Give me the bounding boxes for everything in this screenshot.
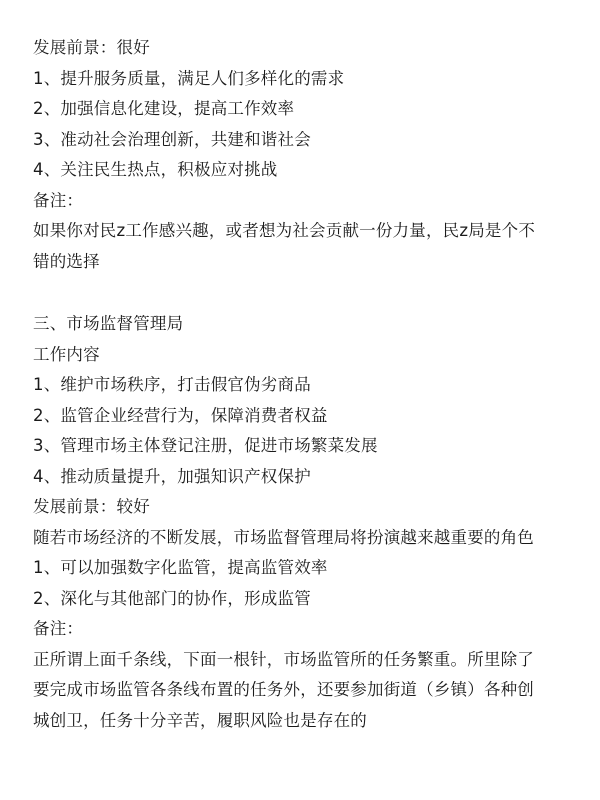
list-item: 1、提升服务质量，满足人们多样化的需求 — [33, 68, 345, 88]
list-item: 4、关注民生热点，积极应对挑战 — [33, 160, 278, 179]
list-item: 3、准动社会治理创新，共建和谐社会 — [33, 129, 311, 149]
note-text-line: 如果你对民z工作感兴趣，或者想为社会贡献一份力量，民z局是个不 — [33, 221, 536, 240]
prospect-heading: 发展前景：较好 — [33, 497, 150, 516]
list-item: 4、推动质量提升，加强知识产权保护 — [33, 466, 311, 486]
section-gap — [33, 277, 573, 309]
prospect-heading: 发展前景：很好 — [33, 38, 150, 57]
list-item: 2、加强信息化建设，提高工作效率 — [33, 99, 295, 118]
note-text-line: 正所谓上面千条线，下面一根针，市场监管所的任务繁重。所里除了 — [33, 649, 534, 669]
list-item: 3、管理市场主体登记注册，促进市场繁菜发展 — [33, 436, 378, 455]
note-label: 备注： — [33, 619, 84, 638]
list-item: 1、维护市场秩序，打击假官伪劣商品 — [33, 375, 311, 394]
list-item: 2、监管企业经营行为，保障消费者权益 — [33, 405, 328, 425]
note-text-line: 错的选择 — [33, 251, 100, 271]
work-content-label: 工作内容 — [33, 344, 100, 364]
document-page — [33, 33, 573, 736]
note-text-line: 城创卫，任务十分辛苦，履职风险也是存在的 — [33, 710, 367, 730]
list-item: 1、可以加强数字化监管，提高监管效率 — [33, 558, 328, 577]
section-title: 三、市场监督管理局 — [33, 314, 184, 333]
prospect-description: 随若市场经济的不断发展，市场监督管理局将扮演越来越重要的角色 — [33, 527, 534, 547]
note-label: 备注： — [33, 190, 84, 210]
note-text-line: 要完成市场监管各条线布置的任务外，还要参加街道（乡镇）各种创 — [33, 680, 534, 699]
list-item: 2、深化与其他部门的协作，形成监管 — [33, 588, 311, 608]
